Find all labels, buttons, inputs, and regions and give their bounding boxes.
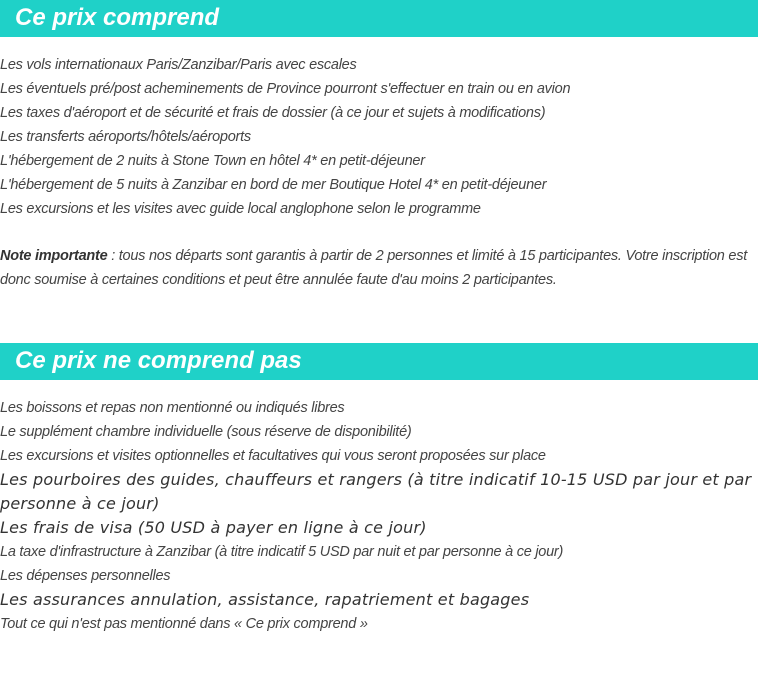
excluded-section-title: Ce prix ne comprend pas xyxy=(15,347,302,374)
excluded-item: Les excursions et visites optionnelles et facultatives qui vous seront proposées sur place xyxy=(0,448,546,464)
included-item: Les taxes d'aéroport et de sécurité et frais de dossier (à ce jour et sujets à modifications) xyxy=(0,105,546,121)
included-item: Les transferts aéroports/hôtels/aéroports xyxy=(0,129,251,145)
excluded-section-header xyxy=(0,343,758,380)
important-note-label: Note importante xyxy=(0,248,108,264)
excluded-item: Les dépenses personnelles xyxy=(0,568,171,584)
excluded-item: Les boissons et repas non mentionné ou indiqués libres xyxy=(0,400,345,416)
included-item: L'hébergement de 2 nuits à Stone Town en hôtel 4* en petit-déjeuner xyxy=(0,153,425,169)
excluded-item: Les assurances annulation, assistance, rapatriement et bagages xyxy=(0,590,530,609)
included-item: Les excursions et les visites avec guide local anglophone selon le programme xyxy=(0,201,481,217)
excluded-item: Le supplément chambre individuelle (sous réserve de disponibilité) xyxy=(0,424,412,440)
included-item: Les éventuels pré/post acheminements de Province pourront s'effectuer en train ou en avion xyxy=(0,81,571,97)
important-note-text: : tous nos départs sont garantis à partir de 2 personnes et limité à 15 participantes. Votre inscription est donc soumise à certaines conditions et peut être annulée faute d'au moins 2 participantes. xyxy=(0,248,747,288)
important-note xyxy=(0,244,752,292)
included-section-title: Ce prix comprend xyxy=(15,4,220,31)
included-item: Les vols internationaux Paris/Zanzibar/Paris avec escales xyxy=(0,57,357,73)
included-section-header xyxy=(0,0,758,37)
excluded-item: Les frais de visa (50 USD à payer en ligne à ce jour) xyxy=(0,518,427,537)
included-list xyxy=(0,53,758,221)
excluded-list xyxy=(0,396,758,636)
excluded-item: Les pourboires des guides, chauffeurs et rangers (à titre indicatif 10-15 USD par jour et par personne à ce jour) xyxy=(0,470,752,513)
excluded-item: La taxe d'infrastructure à Zanzibar (à titre indicatif 5 USD par nuit et par personne à ce jour) xyxy=(0,544,564,560)
included-item: L'hébergement de 5 nuits à Zanzibar en bord de mer Boutique Hotel 4* en petit-déjeuner xyxy=(0,177,547,193)
excluded-item: Tout ce qui n'est pas mentionné dans « Ce prix comprend » xyxy=(0,616,368,632)
